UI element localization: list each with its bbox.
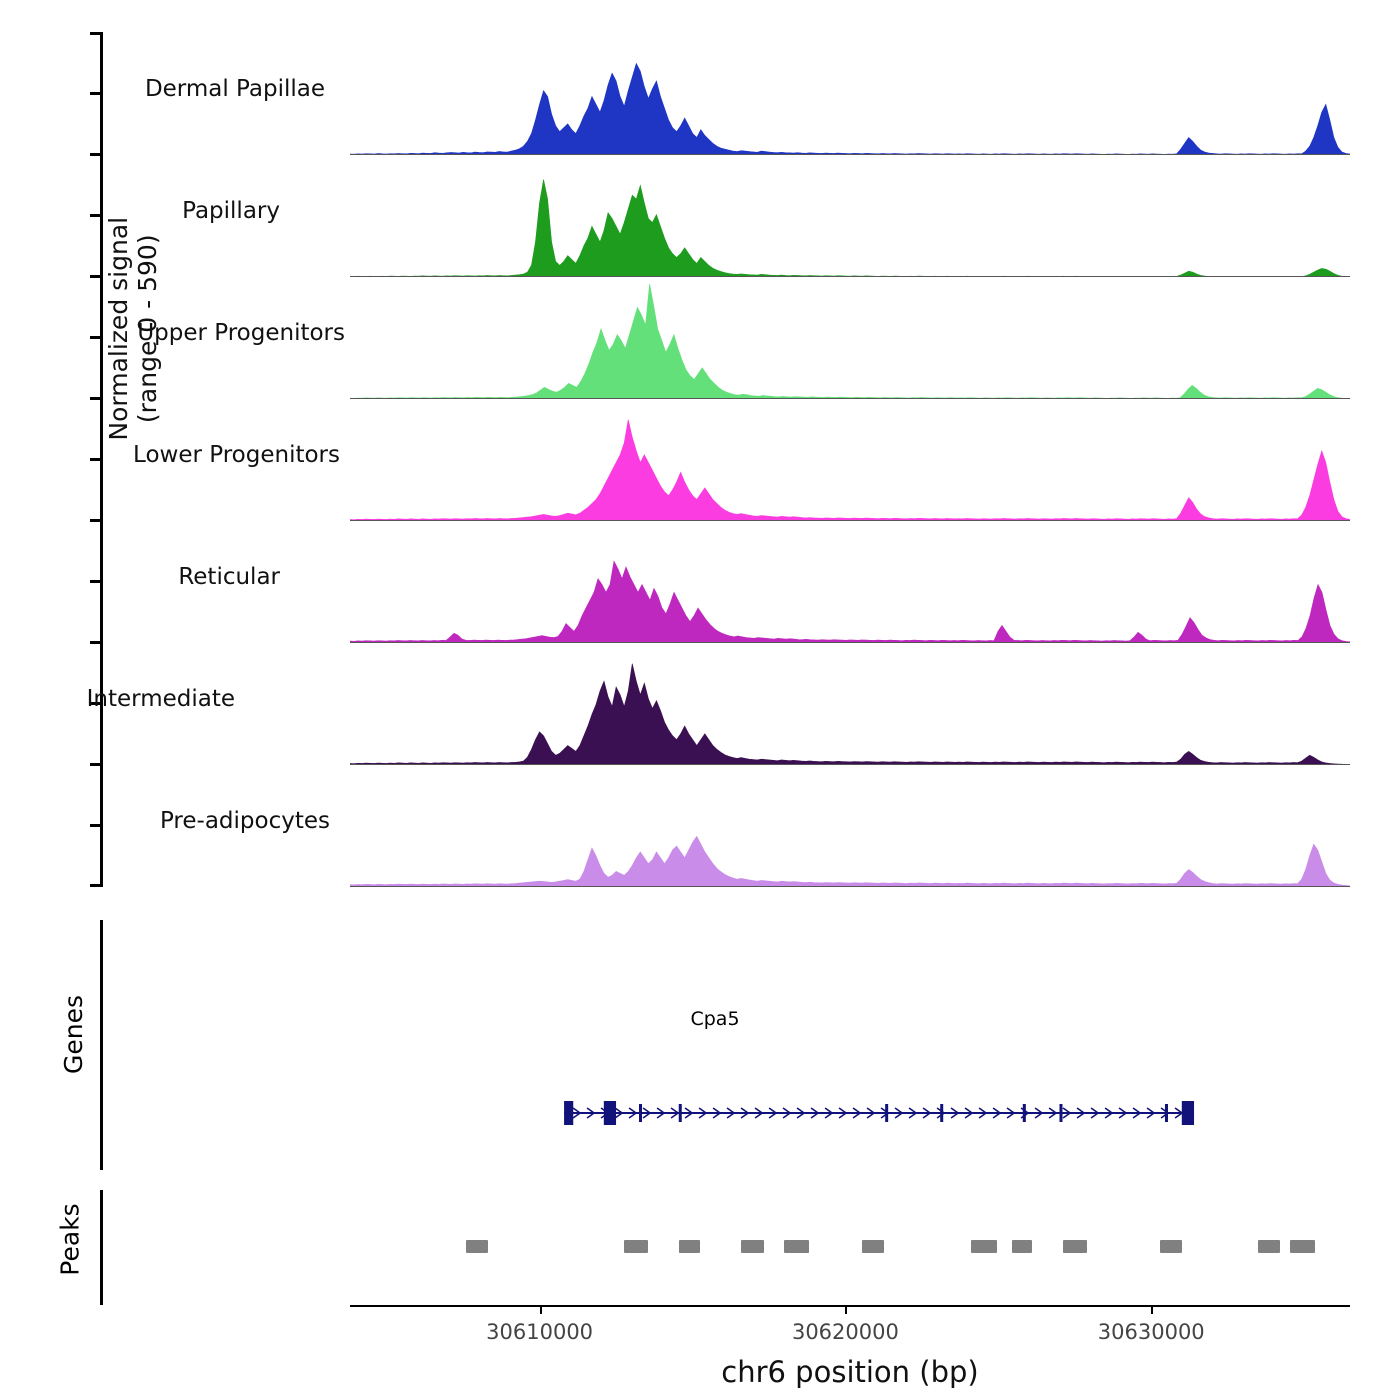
signal-track [350, 40, 1350, 155]
signal-area [350, 528, 1350, 643]
signal-track [350, 772, 1350, 887]
signal-area [350, 162, 1350, 277]
track-baseline [350, 154, 1350, 155]
peak-region [862, 1240, 883, 1253]
gene-name-label: Cpa5 [690, 1008, 740, 1030]
track-label: Lower Progenitors [133, 442, 340, 468]
gene-model-track [350, 1090, 1350, 1136]
x-tick [845, 1305, 847, 1314]
track-baseline [350, 764, 1350, 765]
peak-region [679, 1240, 700, 1253]
track-baseline [350, 398, 1350, 399]
track-baseline [350, 642, 1350, 643]
signal-area [350, 650, 1350, 765]
peak-region [741, 1240, 764, 1253]
signal-track [350, 284, 1350, 399]
signal-spine [100, 32, 103, 887]
peak-region [1160, 1240, 1181, 1253]
track-baseline [350, 520, 1350, 521]
track-label: Papillary [182, 198, 280, 224]
x-axis-title: chr6 position (bp) [721, 1355, 979, 1389]
track-baseline [350, 276, 1350, 277]
y-axis-label-genes: Genes [59, 994, 89, 1075]
track-baseline [350, 886, 1350, 887]
signal-track [350, 650, 1350, 765]
x-tick-label: 30630000 [1097, 1320, 1205, 1344]
peak-region [1258, 1240, 1279, 1253]
signal-area [350, 406, 1350, 521]
signal-track [350, 406, 1350, 521]
signal-area [350, 40, 1350, 155]
peak-region [624, 1240, 648, 1253]
y-axis-label-signal [22, 216, 162, 441]
peaks-track [350, 1240, 1350, 1260]
x-axis-line [350, 1305, 1350, 1307]
peak-region [1290, 1240, 1314, 1253]
x-tick-label: 30610000 [486, 1320, 594, 1344]
track-label: Upper Progenitors [137, 320, 345, 346]
peak-region [784, 1240, 808, 1253]
x-tick [1151, 1305, 1153, 1314]
track-label: Dermal Papillae [144, 76, 325, 102]
track-label: Pre-adipocytes [159, 808, 330, 834]
signal-area [350, 772, 1350, 887]
y-axis-label-line1: Normalized signal [104, 216, 134, 441]
peak-region [971, 1240, 997, 1253]
x-tick [540, 1305, 542, 1314]
track-label: Intermediate [86, 686, 235, 712]
genes-spine [100, 920, 103, 1170]
peak-region [1012, 1240, 1032, 1253]
signal-track [350, 528, 1350, 643]
y-axis-label-line2: (range 0 - 590) [132, 234, 162, 424]
peak-region [466, 1240, 487, 1253]
x-tick-label: 30620000 [791, 1320, 899, 1344]
y-axis-label-peaks: Peaks [55, 1203, 85, 1276]
signal-area [350, 284, 1350, 399]
signal-track [350, 162, 1350, 277]
peak-region [1063, 1240, 1087, 1253]
track-label: Reticular [178, 564, 280, 590]
gene-model [350, 1090, 1350, 1136]
peaks-spine [100, 1190, 103, 1305]
